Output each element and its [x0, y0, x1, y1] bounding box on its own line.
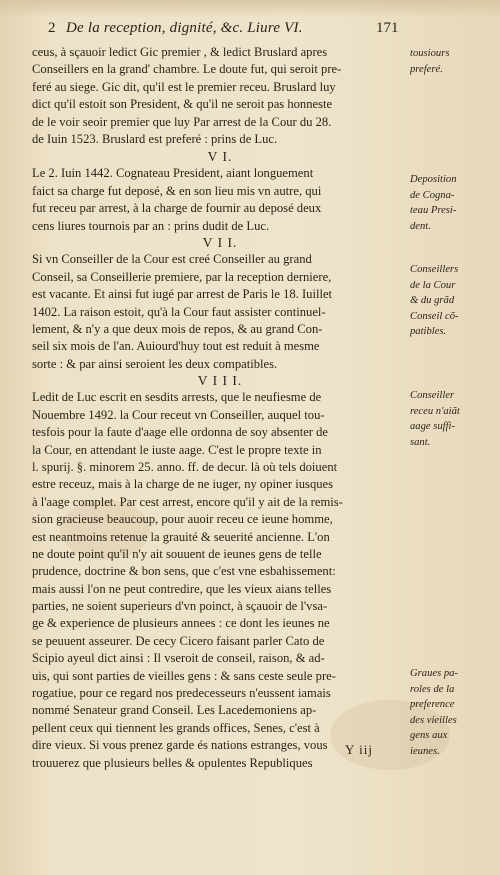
text-line: nommé Senateur grand Conseil. Les Lacedemoniens ap-	[32, 703, 317, 718]
page-top-shadow	[0, 0, 500, 18]
text-line: à l'aage complet. Par cest arrest, encore qu'il y ait de la remis-	[32, 494, 343, 509]
margin-note	[410, 46, 498, 77]
text-line: Conseillers en la grand' chambre. Le doute fut, qui seroit pre-	[32, 62, 342, 77]
text-line: seil six mois de l'an. Auiourd'huy tout est reduit à mesme	[32, 339, 320, 354]
margin-note-line: Conseiller	[410, 390, 455, 401]
section-heading: V I I I.	[197, 373, 243, 388]
margin-note-line: receu n'aiãt	[410, 405, 460, 417]
section-viii	[32, 372, 408, 772]
text-line: estre receuz, mais à la charge de ne iuger, ny opiner iusques	[32, 477, 334, 492]
text-line: Nouembre 1492. la Cour receut vn Conseiller, auquel tou-	[32, 407, 325, 422]
page-number: 2	[48, 20, 56, 36]
text-line: ne doute point qu'il n'y ait souuent de ieunes gens de telle	[32, 546, 322, 561]
text-line: sion gracieuse beaucoup, pour auoir receu ce ieune homme,	[32, 512, 333, 527]
text-line: dict qu'il estoit son President, & qu'il ne seroit pas honneste	[32, 97, 333, 112]
text-line: faict sa charge fut deposé, & en son lieu mis vn autre, qui	[32, 183, 322, 198]
margin-note-line: Conseillers	[410, 264, 459, 275]
margin-note	[410, 172, 498, 234]
text-line: 1402. La raison estoit, qu'à la Cour faut assister continuel-	[32, 304, 326, 319]
text-line: l. spurij. §. minorem 25. anno. ff. de decur. là où tels doiuent	[32, 459, 338, 474]
text-line: Ledit de Luc escrit en sesdits arrests, que le neufiesme de	[32, 390, 322, 405]
text-line: Scipio ayeul dict ainsi : Il vseroit de conseil, raison, & ad-	[32, 651, 325, 666]
text-line: mais aussi l'on ne peut contredire, que les vieux aians telles	[32, 581, 332, 596]
margin-note-line: preferé.	[410, 63, 443, 75]
text-line: pellent ceux qui tiennent les grands offices, Senes, c'est à	[32, 720, 320, 735]
text-line: Si vn Conseiller de la Cour est creé Conseiller au grand	[32, 252, 312, 267]
text-line: trouuerez que plusieurs belles & opulentes Republiques	[32, 755, 313, 770]
margin-note	[410, 262, 498, 340]
margin-note	[410, 388, 498, 450]
margin-note-line: dent.	[410, 220, 431, 232]
text-block-1	[32, 44, 408, 148]
text-line: parties, ne soient superieurs d'vn poinct, à sçauoir de l'vsa-	[32, 599, 328, 614]
margin-note-line: & du grãd	[410, 295, 455, 306]
margin-note-line: des vieilles	[410, 714, 457, 726]
text-line: Le 2. Iuin 1442. Cognateau President, aiant longuement	[32, 166, 314, 181]
text-line: uis, qui sont parties de vieilles gens : & sans ceste seule pre-	[32, 668, 336, 683]
margin-note	[410, 666, 498, 759]
section-heading: V I.	[207, 149, 233, 164]
text-line: dire vieux. Si vous prenez garde és nations estranges, vous	[32, 738, 328, 753]
section-heading: V I I.	[202, 235, 238, 250]
text-line: ceus, à sçauoir ledict Gic premier , & ledict Bruslard apres	[32, 45, 328, 59]
running-header	[48, 20, 408, 40]
text-line: de Iuin 1523. Bruslard est preferé : prins de Luc.	[32, 131, 278, 146]
text-line: ge & experience de plusieurs annees : ce dont les ieunes ne	[32, 616, 330, 631]
running-title	[66, 20, 303, 37]
text-line: de le voir seoir premier que luy Par arrest de la Cour du 28.	[32, 114, 332, 129]
text-line: est vacante. Et ainsi fut iugé par arrest de Paris le 18. Iuillet	[32, 287, 333, 302]
text-line: tesfois pour la faute d'aage elle ordonna de soy absenter de	[32, 425, 329, 440]
running-title-text: De la reception, dignité, &c. Liure	[66, 20, 281, 36]
text-line: la Cour, en attendant le iuste aage. C'est le propre texte in	[32, 442, 322, 457]
margin-note-line: Graues pa-	[410, 668, 458, 679]
book-number: VI.	[284, 20, 303, 36]
margin-note-line: roles de la	[410, 683, 455, 695]
text-line: rogatiue, pour ce regard nos predecesseurs n'eussent iamais	[32, 686, 331, 701]
text-line: prudence, doctrine & bon sens, que c'est vne esbahissement:	[32, 564, 336, 579]
margin-note-line: aage suffi-	[410, 421, 456, 432]
section-vi	[32, 148, 408, 235]
text-line: se peuuent asseurer. De cecy Cicero faisant parler Cato de	[32, 633, 325, 648]
text-line: fut receu par arrest, à la charge de fournir au deposé deux	[32, 201, 322, 216]
folio-number: 171	[376, 20, 399, 36]
text-line: Conseil, sa Conseillerie premiere, par la reception derniere,	[32, 269, 332, 284]
section-vii	[32, 234, 408, 373]
text-line: sorte : & par ainsi seroient les deux compatibles.	[32, 356, 278, 371]
margin-note-line: preference	[410, 699, 455, 710]
margin-note-line: ieunes.	[410, 745, 440, 757]
text-line: est neantmoins retenue la grauité & seuerité ancienne. L'on	[32, 529, 330, 544]
margin-note-line: sant.	[410, 436, 431, 448]
signature-mark: Y iij	[345, 742, 373, 757]
text-line: cens liures tournois par an : prins dudit de Luc.	[32, 218, 270, 233]
margin-note-line: tousiours	[410, 48, 450, 59]
margin-note-line: de la Cour	[410, 279, 456, 291]
margin-note-line: Conseil cõ-	[410, 310, 459, 322]
margin-note-line: patibles.	[410, 326, 447, 337]
text-line: feré au siege. Gic dit, qu'il est le premier receu. Bruslard luy	[32, 79, 336, 94]
text-line: lement, & n'y a que deux mois de repos, & au grand Con-	[32, 321, 323, 336]
margin-note-line: gens aux	[410, 730, 448, 741]
margin-note-line: teau Presi-	[410, 205, 457, 216]
margin-note-line: de Cogna-	[410, 189, 455, 201]
margin-note-line: Deposition	[410, 174, 457, 185]
